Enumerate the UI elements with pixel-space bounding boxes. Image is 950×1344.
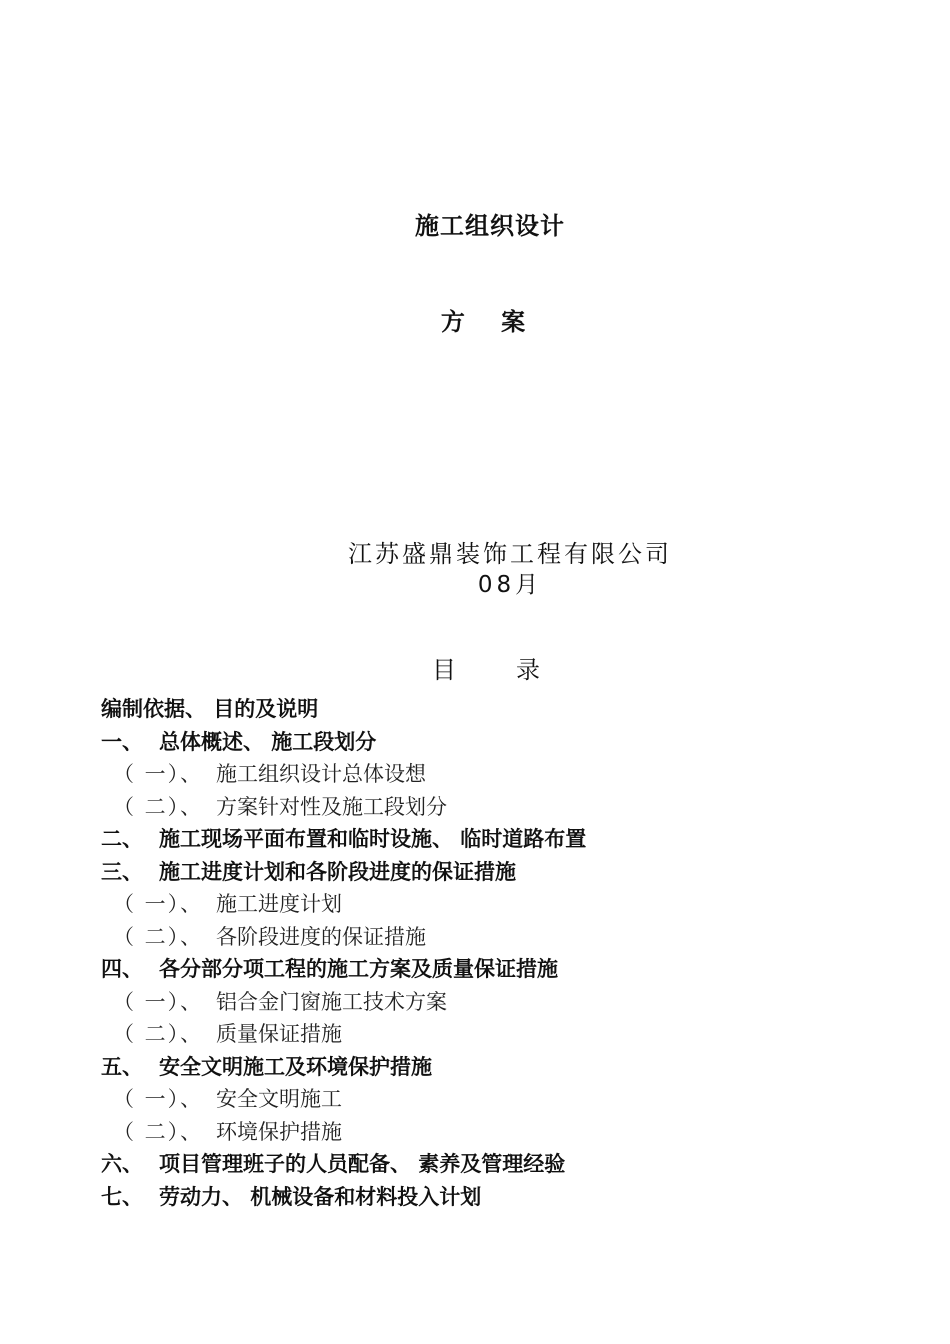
- toc-entry-number: 二、: [101, 827, 143, 851]
- toc-entry[interactable]: [101, 758, 861, 791]
- toc-entry-number: （ 一）、: [113, 1087, 204, 1111]
- toc-entry-number: 五、: [101, 1054, 143, 1079]
- toc-entry-text: 编制依据、 目的及说明: [101, 697, 319, 721]
- toc-entry[interactable]: [101, 1018, 861, 1051]
- toc-entry[interactable]: [101, 1116, 861, 1149]
- toc-entry[interactable]: [101, 1181, 861, 1214]
- toc-entry-text: 各阶段进度的保证措施: [216, 924, 426, 949]
- toc-entry-text: 总体概述、 施工段划分: [159, 729, 377, 754]
- toc-entry-text: 铝合金门窗施工技术方案: [216, 989, 447, 1014]
- toc-entry[interactable]: [101, 693, 861, 726]
- toc-entry-number: （ 二）、: [113, 1119, 204, 1144]
- toc-entry-number: 三、: [101, 859, 143, 884]
- toc-entry[interactable]: [101, 856, 861, 889]
- toc-entry-number: （ 一）、: [113, 762, 204, 786]
- toc-entry[interactable]: [101, 888, 861, 921]
- company-name: 江苏盛鼎装饰工程有限公司: [348, 540, 672, 568]
- toc-entry[interactable]: [101, 726, 861, 759]
- toc-entry-number: 六、: [101, 1152, 143, 1176]
- toc-entry-text: 施工组织设计总体设想: [216, 762, 426, 786]
- toc-entry-number: （ 一）、: [113, 989, 204, 1014]
- toc-entry-number: （ 二）、: [113, 1022, 204, 1046]
- toc-entry[interactable]: [101, 986, 861, 1019]
- toc-entry-text: 方案针对性及施工段划分: [216, 794, 447, 819]
- toc-entry[interactable]: [101, 921, 861, 954]
- document-date: 08月: [477, 572, 543, 598]
- toc-entry-text: 质量保证措施: [216, 1022, 342, 1046]
- toc-entry-text: 施工现场平面布置和临时设施、 临时道路布置: [159, 827, 587, 851]
- toc-entry-text: 各分部分项工程的施工方案及质量保证措施: [159, 957, 558, 981]
- toc-heading-left: 目: [432, 656, 456, 684]
- toc-entry[interactable]: [101, 1051, 861, 1084]
- toc-entry-text: 劳动力、 机械设备和材料投入计划: [159, 1184, 482, 1209]
- toc-entry-text: 安全文明施工及环境保护措施: [159, 1054, 432, 1079]
- toc-entry-text: 安全文明施工: [216, 1087, 342, 1111]
- toc-heading-right: 录: [516, 656, 540, 684]
- document-title: 施工组织设计: [415, 212, 565, 240]
- toc-entry-text: 施工进度计划: [216, 892, 342, 916]
- toc-entry[interactable]: [101, 1083, 861, 1116]
- toc-entry[interactable]: [101, 953, 861, 986]
- toc-entry-number: （ 二）、: [113, 924, 204, 949]
- toc-entry-text: 项目管理班子的人员配备、 素养及管理经验: [159, 1152, 566, 1176]
- toc-entry-number: 四、: [101, 957, 143, 981]
- toc-heading: [432, 650, 540, 685]
- toc-entry-text: 环境保护措施: [216, 1119, 342, 1144]
- toc-entry-number: （ 一）、: [113, 892, 204, 916]
- toc-entry[interactable]: [101, 791, 861, 824]
- table-of-contents: [101, 693, 861, 1213]
- toc-entry-number: 七、: [101, 1184, 143, 1209]
- toc-entry-number: 一、: [101, 729, 143, 754]
- toc-entry-number: （ 二）、: [113, 794, 204, 819]
- document-subtitle: 方 案: [440, 308, 540, 336]
- toc-entry[interactable]: [101, 823, 861, 856]
- toc-entry-text: 施工进度计划和各阶段进度的保证措施: [159, 859, 516, 884]
- toc-entry[interactable]: [101, 1148, 861, 1181]
